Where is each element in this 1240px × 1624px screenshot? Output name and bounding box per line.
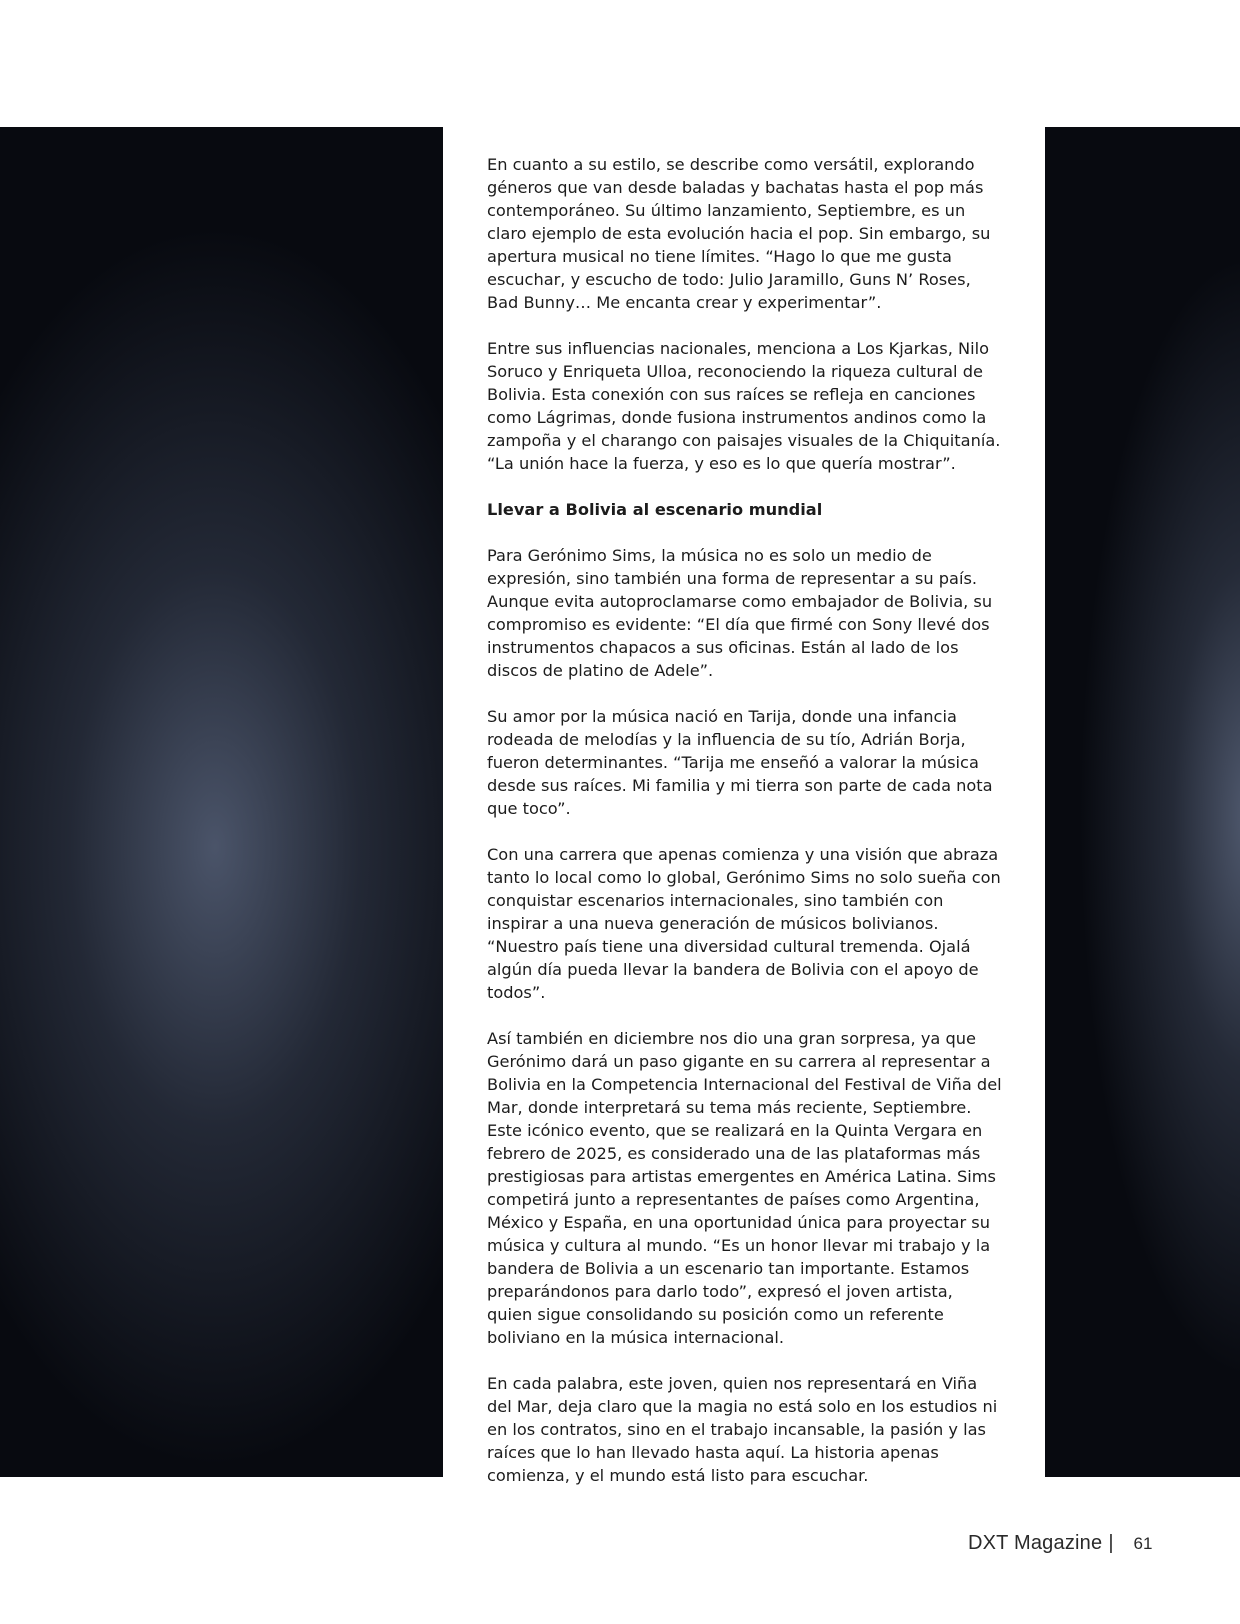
footer-separator: |	[1108, 1532, 1114, 1554]
background-photo-left	[0, 127, 443, 1477]
background-photo-right	[1045, 127, 1240, 1477]
article-paragraph: Entre sus influencias nacionales, menciona a Los Kjarkas, Nilo Soruco y Enriqueta Ulloa, reconociendo la riqueza cultural de Bolivia. Esta conexión con sus raíces se refleja en canciones como Lágrimas, donde fusiona instrumentos andinos como la zampoña y el charango con paisajes visuales de la Chiquitanía. “La unión hace la fuerza, y eso es lo que quería mostrar”.	[487, 339, 1001, 473]
article-paragraph: En cada palabra, este joven, quien nos representará en Viña del Mar, deja claro que la magia no está solo en los estudios ni en los contratos, sino en el trabajo incansable, la pasión y las raíces que lo han llevado hasta aquí. La historia apenas comienza, y el mundo está listo para escuchar.	[487, 1374, 998, 1485]
article-body	[487, 153, 1002, 1487]
article-paragraph: Así también en diciembre nos dio una gran sorpresa, ya que Gerónimo dará un paso gigante en su carrera al representar a Bolivia en la Competencia Internacional del Festival de Viña del Mar, donde interpretará su tema más reciente, Septiembre. Este icónico evento, que se realizará en la Quinta Vergara en febrero de 2025, es considerado una de las plataformas más prestigiosas para artistas emergentes en América Latina. Sims competirá junto a representantes de países como Argentina, México y España, en una oportunidad única para proyectar su música y cultura al mundo. “Es un honor llevar mi trabajo y la bandera de Bolivia a un escenario tan importante. Estamos preparándonos para darlo todo”, expresó el joven artista, quien sigue consolidando su posición como un referente boliviano en la música internacional.	[487, 1029, 1002, 1347]
section-heading: Llevar a Bolivia al escenario mundial	[487, 500, 823, 519]
article-paragraph: Para Gerónimo Sims, la música no es solo un medio de expresión, sino también una forma de representar a su país. Aunque evita autoproclamarse como embajador de Bolivia, su compromiso es evidente: “El día que firmé con Sony llevé dos instrumentos chapacos a sus oficinas. Están al lado de los discos de platino de Adele”.	[487, 546, 993, 680]
page-footer	[968, 1532, 1152, 1555]
article-paragraph: Su amor por la música nació en Tarija, donde una infancia rodeada de melodías y la influencia de su tío, Adrián Borja, fueron determinantes. “Tarija me enseñó a valorar la música desde sus raíces. Mi familia y mi tierra son parte de cada nota que toco”.	[487, 707, 993, 818]
article-paragraph: En cuanto a su estilo, se describe como versátil, explorando géneros que van desde baladas y bachatas hasta el pop más contemporáneo. Su último lanzamiento, Septiembre, es un claro ejemplo de esta evolución hacia el pop. Sin embargo, su apertura musical no tiene límites. “Hago lo que me gusta escuchar, y escucho de todo: Julio Jaramillo, Guns N’ Roses, Bad Bunny… Me encanta crear y experimentar”.	[487, 155, 991, 312]
page-number: 61	[1133, 1533, 1153, 1553]
article-paragraph: Con una carrera que apenas comienza y una visión que abraza tanto lo local como lo global, Gerónimo Sims no solo sueña con conquistar escenarios internacionales, sino también con inspirar a una nueva generación de músicos bolivianos. “Nuestro país tiene una diversidad cultural tremenda. Ojalá algún día pueda llevar la bandera de Bolivia con el apoyo de todos”.	[487, 845, 1001, 1002]
magazine-name: DXT Magazine	[968, 1532, 1103, 1554]
